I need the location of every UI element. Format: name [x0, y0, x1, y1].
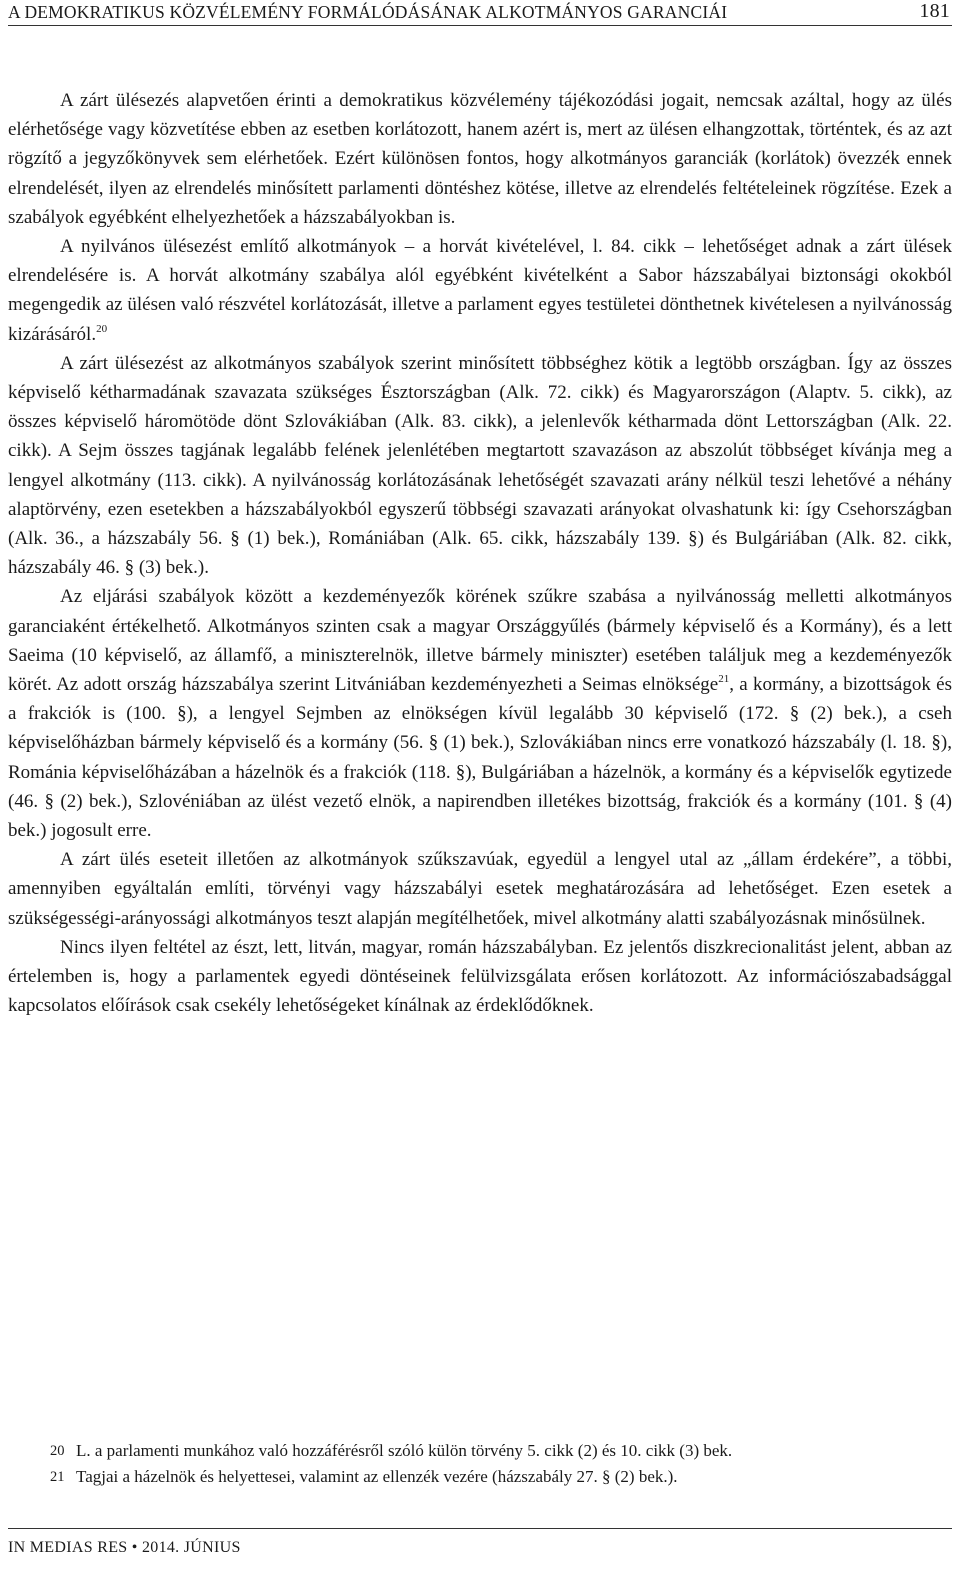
paragraph-2-text: A nyilvános ülésezést említő alkotmányok – a horvát kivételével, l. 84. cikk – lehetőséget adnak a zárt ülések elrendelésére is. A horvát alkotmány szabálya alól egyébként kivételként a Sabor házszabályai biztonsági okokból megengedik az ülésen való részvétel korlátozását, illetve a parlament egyes testületei dönthetnek kivételesen a nyilvánosság kizárásáról. [8, 236, 952, 345]
paragraph-6 [8, 933, 952, 1021]
body-text [8, 86, 952, 1021]
paragraph-1 [8, 86, 952, 232]
paragraph-6-text: Nincs ilyen feltétel az észt, lett, litván, magyar, román házszabályban. Ez jelentős diszkrecionalitást jelent, abban az értelemben is, hogy a parlamentek egyedi döntéseinek felülvizsgálata erősen korlátozott. Az információszabadsággal kapcsolatos előírások csak csekély lehetőségeket kínálnak az érdeklődőknek. [8, 936, 952, 1017]
footnote-number: 20 [50, 1443, 65, 1459]
paragraph-4-text-a: Az eljárási szabályok között a kezdeményezők körének szűkre szabása a nyilvánosság melletti alkotmányos garanciaként értékelhető. Alkotmányos szinten csak a magyar Országgyűlés (bármely képviselő és a Kormány), és a lett Saeima (10 képviselő, az államfő, a miniszterelnök, illetve bármely miniszter) esetében találjuk meg a kezdeményezők körét. Az adott ország házszabálya szerint Litvániában kezdeményezheti a Seimas elnöksége [8, 586, 952, 696]
paragraph-4 [8, 582, 952, 845]
paragraph-5-text: A zárt ülés eseteit illetően az alkotmányok szűkszavúak, egyedül a lengyel utal az „állam érdekére”, a többi, amennyiben egyáltalán említi, törvényi vagy házszabályi esetek meghatározására ad lehetőséget. Ezen esetek a szükségességi-arányossági alkotmányos teszt alapján megítélhetőek, mivel alkotmány alatti szabályozásnak minősülnek. [8, 849, 952, 929]
journal-issue: IN MEDIAS RES • 2014. JÚNIUS [8, 1539, 241, 1556]
footnote-21 [50, 1464, 950, 1490]
footnote-number: 21 [50, 1469, 65, 1485]
footnote-ref-20[interactable]: 20 [96, 322, 108, 335]
footnote-20 [50, 1438, 950, 1464]
footnotes [50, 1438, 950, 1490]
running-title: A DEMOKRATIKUS KÖZVÉLEMÉNY FORMÁLÓDÁSÁNAK ALKOTMÁNYOS GARANCIÁI [8, 2, 728, 22]
footnote-text: Tagjai a házelnök és helyettesei, valamint az ellenzék vezére (házszabály 27. § (2) bek.). [76, 1467, 678, 1486]
paragraph-1-text: A zárt ülésezés alapvetően érinti a demokratikus közvélemény tájékozódási jogait, nemcsak azáltal, hogy az ülés elérhetősége vagy közvetítése ebben az esetben korlátozott, hanem azért is, mert az ülésen elhangzottak, történtek, és az azt rögzítő a jegyzőkönyvek sem elérhetőek. Ezért különösen fontos, hogy alkotmányos garanciák (korlátok) övezzék ennek elrendelését, ilyen az elrendelés minősített parlamenti döntéshez kötése, illetve az elrendelés feltételeinek rögzítése. Ezek a szabályok egyébként elhelyezhetőek a házszabályokban is. [8, 90, 952, 228]
running-footer [8, 1528, 952, 1557]
footnote-ref-21[interactable]: 21 [718, 673, 730, 686]
paragraph-4-text-b: , a kormány, a bizottságok és a frakciók is (100. §), a lengyel Sejmben az elnökségen kívül legalább 30 képviselő (172. § (2) bek.), a cseh képviselőházban bármely képviselő és a kormány (56. § (1) bek.), Szlovákiában nincs erre vonatkozó házszabály (l. 18. §), Románia képviselőházában a házelnök és a frakciók (118. §), Bulgáriában a házelnök, a kormány és a képviselők egytizede (46. § (2) bek.), Szlovéniában az ülést vezető elnök, a napirendben illetékes bizottság, frakciók és a kormány (101. § (4) bek.) jogosult erre. [8, 674, 952, 842]
running-header [8, 0, 952, 26]
paragraph-2 [8, 232, 952, 349]
footnote-text: L. a parlamenti munkához való hozzáférésről szóló külön törvény 5. cikk (2) és 10. cikk (3) bek. [76, 1441, 733, 1460]
paragraph-3-text: A zárt ülésezést az alkotmányos szabályok szerint minősített többséghez kötik a legtöbb országban. Így az összes képviselő kétharmadának szavazata szükséges Észtországban (Alk. 72. cikk) és Magyarországon (Alaptv. 5. cikk), az összes képviselő háromötöde dönt Szlovákiában (Alk. 83. cikk), a jelenlevők kétharmada dönt Lettországban (Alk. 22. cikk). A Sejm összes tagjának legalább felének jelenlétében megtartott szavazáson az abszolút többséget kívánja meg a lengyel alkotmány (113. cikk). A nyilvánosság korlátozásának lehetőségét szavazati arány nélkül teszi lehetővé a néhány alaptörvény, ezen esetekben a házszabályokból egyszerű többségi szavazati arányokat olvashatunk ki: így Csehországban (Alk. 36., a házszabály 56. § (1) bek.), Romániában (Alk. 65. cikk, házszabály 139. §) és Bulgáriában (Alk. 82. cikk, házszabály 46. § (3) bek.). [8, 352, 952, 579]
paragraph-5 [8, 845, 952, 933]
page-number: 181 [919, 0, 950, 22]
paragraph-3 [8, 349, 952, 583]
